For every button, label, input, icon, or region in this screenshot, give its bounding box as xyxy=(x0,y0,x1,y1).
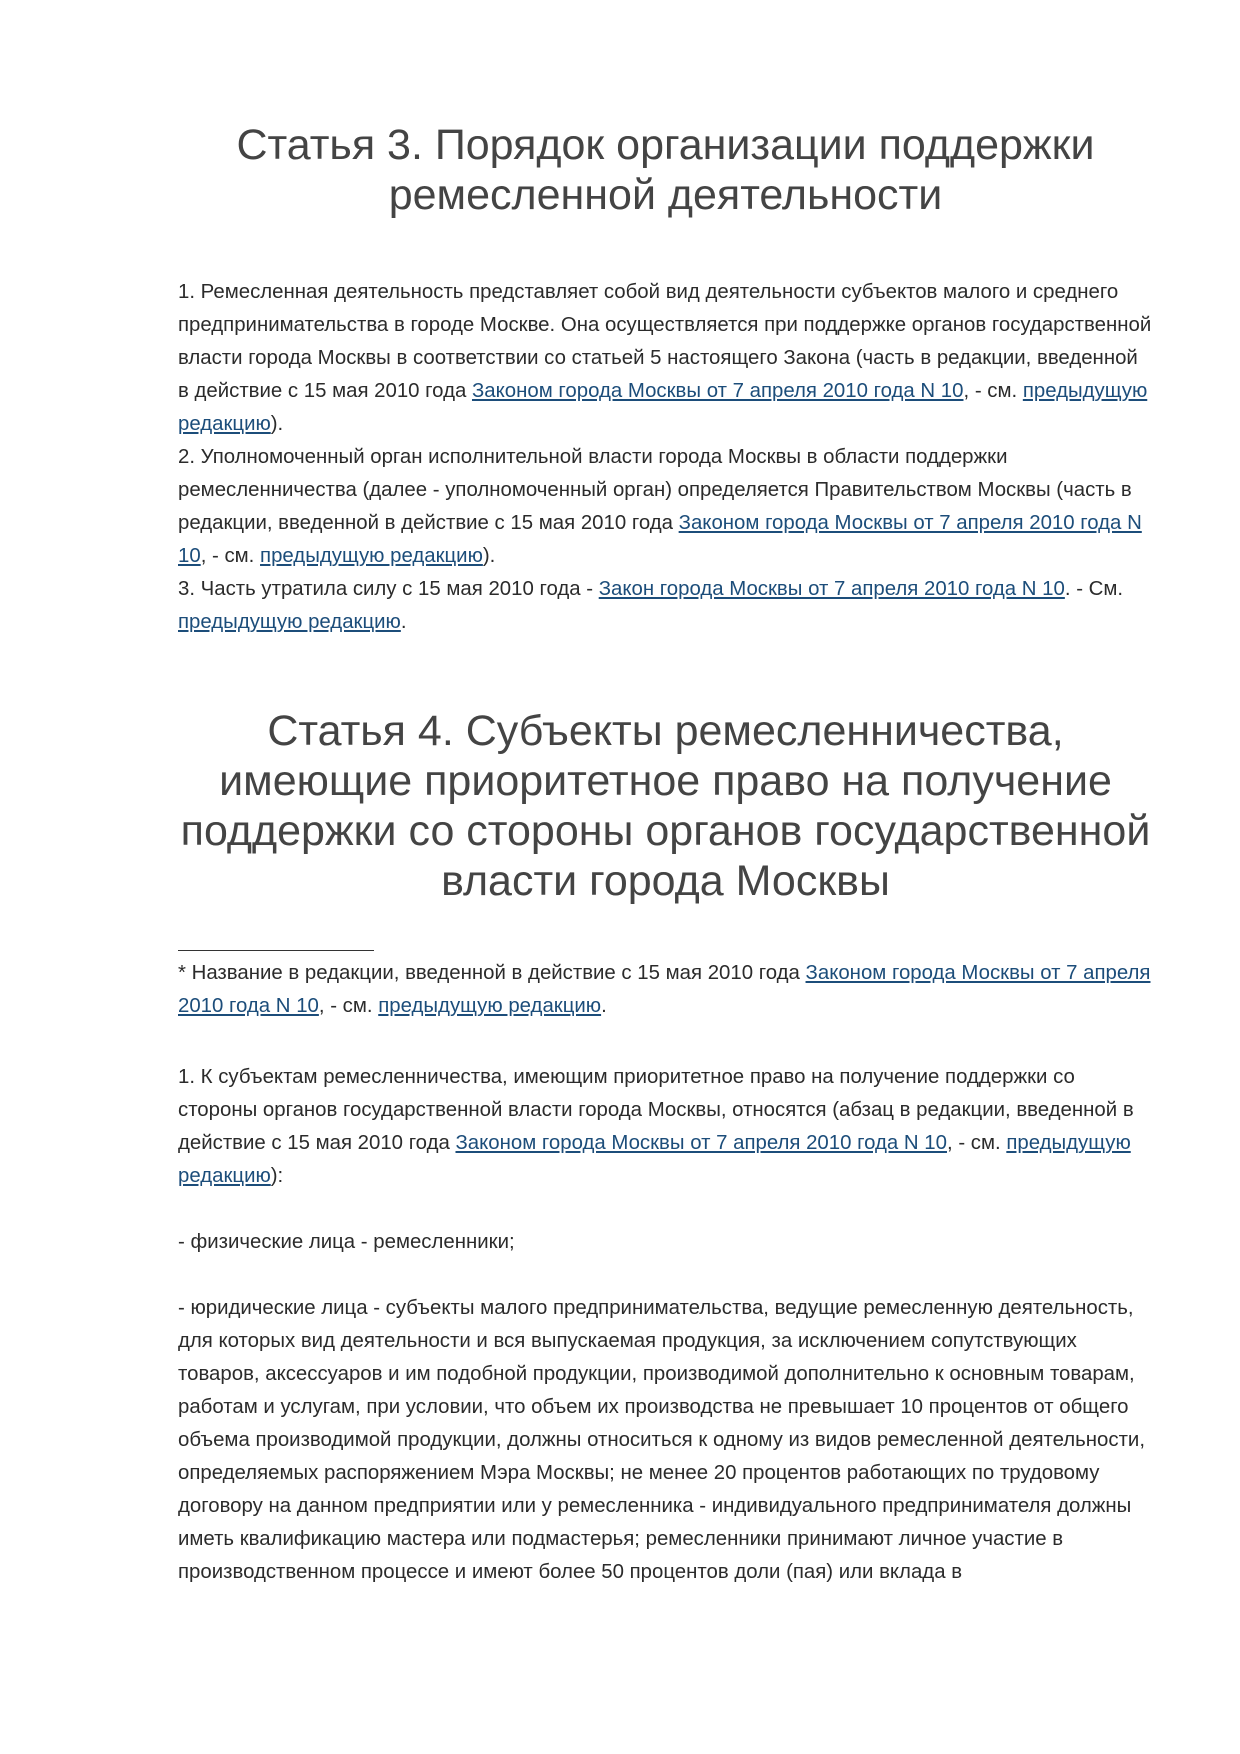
previous-edition-link[interactable]: предыдущую редакцию xyxy=(178,611,401,633)
previous-edition-link[interactable]: предыдущую редакцию xyxy=(178,380,1148,435)
article-4-item-1-block xyxy=(178,1226,1153,1259)
previous-edition-link[interactable]: предыдущую редакцию xyxy=(378,995,602,1017)
footnote-text: * Название в редакции, введенной в действие с 15 мая 2010 года Законом города Москвы от 7 апреля 2010 года N 10, - см. предыдущую редакцию. xyxy=(178,962,1151,1017)
article-4-item-2: - юридические лица - субъекты малого предпринимательства, ведущие ремесленную деятельность, для которых вид деятельности и вся выпускаемая продукция, за исключением сопутствующих товаров, аксессуаров и им подобной продукции, производимой дополнительно к основным товарам, работам и услугам, при условии, что объем их производства не превышает 10 процентов от общего объема производимой продукции, должны относиться к одному из видов ремесленной деятельности, определяемых распоряжением Мэра Москвы; не менее 20 процентов работающих по трудовому договору на данном предприятии или у ремесленника - индивидуального предпринимателя должны иметь квалификацию мастера или подмастерья; ремесленники принимают личное участие в производственном процессе и имеют более 50 процентов доли (пая) или вклада в xyxy=(178,1297,1145,1583)
article-4-item-1: - физические лица - ремесленники; xyxy=(178,1231,515,1253)
article-3-body xyxy=(178,276,1153,639)
article-3-paragraph-3: 3. Часть утратила силу с 15 мая 2010 года - Закон города Москвы от 7 апреля 2010 года N 10. - См. предыдущую редакцию. xyxy=(178,578,1124,633)
article-4-paragraph-1-block xyxy=(178,1061,1153,1193)
article-4-item-2-block xyxy=(178,1292,1153,1589)
law-link[interactable]: Законом города Москвы от 7 апреля 2010 года N 10 xyxy=(471,380,964,402)
article-4-footnote xyxy=(178,957,1153,1023)
law-link[interactable]: Закон города Москвы от 7 апреля 2010 года N 10 xyxy=(598,578,1065,600)
article-4-paragraph-1: 1. К субъектам ремесленничества, имеющим приоритетное право на получение поддержки со стороны органов государственной власти города Москвы, относятся (абзац в редакции, введенной в действие с 15 мая 2010 года Законом города Москвы от 7 апреля 2010 года N 10, - см. предыдущую редакцию): xyxy=(178,1066,1134,1187)
law-link[interactable]: Законом города Москвы от 7 апреля 2010 года N 10 xyxy=(178,512,1142,567)
previous-edition-link[interactable]: предыдущую редакцию xyxy=(178,1132,1131,1187)
law-link[interactable]: Законом города Москвы от 7 апреля 2010 года N 10 xyxy=(455,1132,947,1154)
article-3-paragraph-2: 2. Уполномоченный орган исполнительной власти города Москвы в области поддержки ремесленничества (далее - уполномоченный орган) определяется Правительством Москвы (часть в редакции, введенной в действие с 15 мая 2010 года Законом города Москвы от 7 апреля 2010 года N 10, - см. предыдущую редакцию). xyxy=(178,446,1142,567)
article-4-title: Статья 4. Субъекты ремесленничества, имеющие приоритетное право на получение поддержки со стороны органов государственной власти города Москвы xyxy=(180,707,1151,905)
article-3-paragraph-1: 1. Ремесленная деятельность представляет собой вид деятельности субъектов малого и среднего предпринимательства в городе Москве. Она осуществляется при поддержке органов государственной власти города Москвы в соответствии со статьей 5 настоящего Закона (часть в редакции, введенной в действие с 15 мая 2010 года Законом города Москвы от 7 апреля 2010 года N 10, - см. предыдущую редакцию). xyxy=(178,281,1152,435)
previous-edition-link[interactable]: предыдущую редакцию xyxy=(260,545,483,567)
footnote-divider xyxy=(178,950,374,951)
article-3-title: Статья 3. Порядок организации поддержки ремесленной деятельности xyxy=(236,121,1095,219)
law-link[interactable]: Законом города Москвы от 7 апреля 2010 года N 10 xyxy=(178,962,1151,1017)
